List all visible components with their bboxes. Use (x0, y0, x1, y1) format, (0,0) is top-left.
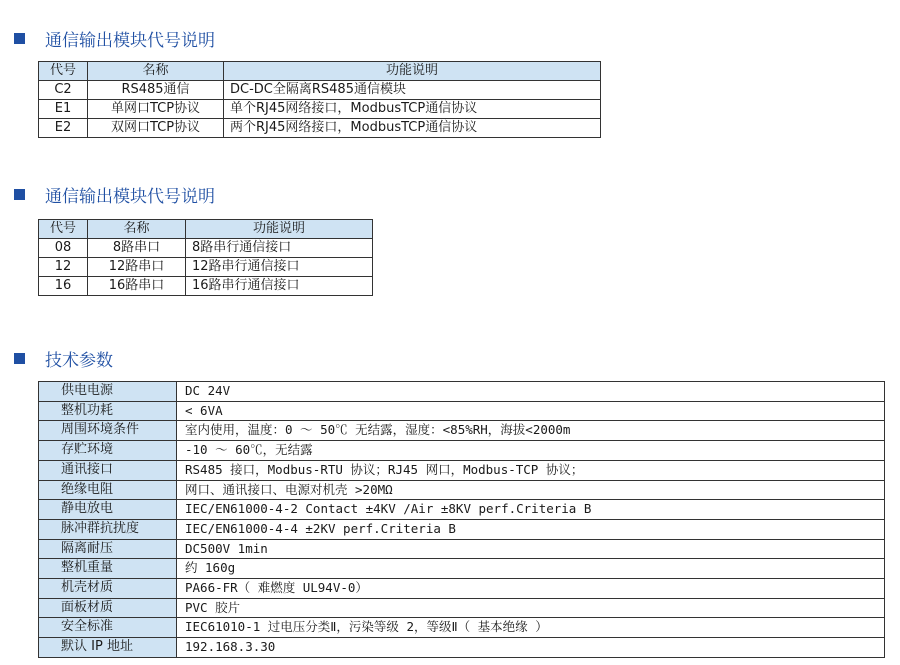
cell-code: C2 (39, 81, 88, 100)
table-row (39, 539, 885, 559)
param-value: DC500V 1min (177, 539, 885, 559)
table-row (39, 519, 885, 539)
param-value: 网口、通讯接口、电源对机壳 >20MΩ (177, 480, 885, 500)
table-row (39, 100, 601, 119)
cell-code: E2 (39, 119, 88, 138)
header-function: 功能说明 (186, 220, 373, 239)
module-code-table-1 (38, 61, 601, 138)
table-row (39, 460, 885, 480)
param-name: 整机重量 (39, 559, 177, 579)
header-name: 名称 (88, 62, 224, 81)
param-value: 192.168.3.30 (177, 638, 885, 658)
table-row (39, 598, 885, 618)
cell-function: DC-DC全隔离RS485通信模块 (224, 81, 601, 100)
section-heading-2 (14, 182, 215, 206)
param-name: 供电电源 (39, 382, 177, 402)
cell-function: 两个RJ45网络接口，ModbusTCP通信协议 (224, 119, 601, 138)
param-name: 脉冲群抗扰度 (39, 519, 177, 539)
section-heading-3 (14, 346, 113, 370)
param-value: -10 ～ 60℃，无结露 (177, 441, 885, 461)
cell-code: 12 (39, 258, 88, 277)
param-name: 机壳材质 (39, 579, 177, 599)
param-name: 安全标准 (39, 618, 177, 638)
tech-spec-table (38, 381, 885, 658)
table-header-row (39, 62, 601, 81)
cell-function: 单个RJ45网络接口，ModbusTCP通信协议 (224, 100, 601, 119)
param-value: < 6VA (177, 401, 885, 421)
param-name: 默认 IP 地址 (39, 638, 177, 658)
module-code-table-2 (38, 219, 373, 296)
cell-name: RS485通信 (88, 81, 224, 100)
section-title: 技术参数 (45, 350, 113, 371)
param-name: 周围环境条件 (39, 421, 177, 441)
table-row (39, 441, 885, 461)
param-name: 存贮环境 (39, 441, 177, 461)
table-row (39, 81, 601, 100)
param-name: 通讯接口 (39, 460, 177, 480)
header-code: 代号 (39, 62, 88, 81)
table-row (39, 119, 601, 138)
param-name: 绝缘电阻 (39, 480, 177, 500)
section-heading-1 (14, 26, 215, 50)
param-value: IEC61010-1 过电压分类Ⅱ，污染等级 2，等级Ⅱ（ 基本绝缘 ） (177, 618, 885, 638)
cell-function: 12路串行通信接口 (186, 258, 373, 277)
cell-code: 16 (39, 277, 88, 296)
param-name: 静电放电 (39, 500, 177, 520)
header-name: 名称 (88, 220, 186, 239)
cell-code: E1 (39, 100, 88, 119)
table-row (39, 500, 885, 520)
cell-name: 单网口TCP协议 (88, 100, 224, 119)
param-name: 整机功耗 (39, 401, 177, 421)
param-value: PA66-FR（ 难燃度 UL94V-0） (177, 579, 885, 599)
table-row (39, 559, 885, 579)
param-value: IEC/EN61000-4-4 ±2KV perf.Criteria B (177, 519, 885, 539)
cell-name: 8路串口 (88, 239, 186, 258)
cell-name: 12路串口 (88, 258, 186, 277)
table-row (39, 579, 885, 599)
param-value: 室内使用，温度：0 ～ 50℃ 无结露，湿度：<85%RH，海拔<2000m (177, 421, 885, 441)
table-row (39, 258, 373, 277)
cell-name: 双网口TCP协议 (88, 119, 224, 138)
table-row (39, 480, 885, 500)
cell-code: 08 (39, 239, 88, 258)
param-value: DC 24V (177, 382, 885, 402)
square-bullet-icon (14, 353, 25, 364)
square-bullet-icon (14, 189, 25, 200)
param-value: RS485 接口，Modbus-RTU 协议；RJ45 网口，Modbus-TCP 协议； (177, 460, 885, 480)
table-row (39, 382, 885, 402)
square-bullet-icon (14, 33, 25, 44)
cell-function: 16路串行通信接口 (186, 277, 373, 296)
param-name: 隔离耐压 (39, 539, 177, 559)
section-title: 通信输出模块代号说明 (45, 30, 215, 51)
table-row (39, 421, 885, 441)
param-value: 约 160g (177, 559, 885, 579)
table-row (39, 239, 373, 258)
cell-function: 8路串行通信接口 (186, 239, 373, 258)
table-header-row (39, 220, 373, 239)
cell-name: 16路串口 (88, 277, 186, 296)
param-value: IEC/EN61000-4-2 Contact ±4KV /Air ±8KV perf.Criteria B (177, 500, 885, 520)
table-row (39, 401, 885, 421)
header-function: 功能说明 (224, 62, 601, 81)
table-row (39, 618, 885, 638)
header-code: 代号 (39, 220, 88, 239)
section-title: 通信输出模块代号说明 (45, 186, 215, 207)
table-row (39, 277, 373, 296)
table-row (39, 638, 885, 658)
param-name: 面板材质 (39, 598, 177, 618)
param-value: PVC 胶片 (177, 598, 885, 618)
